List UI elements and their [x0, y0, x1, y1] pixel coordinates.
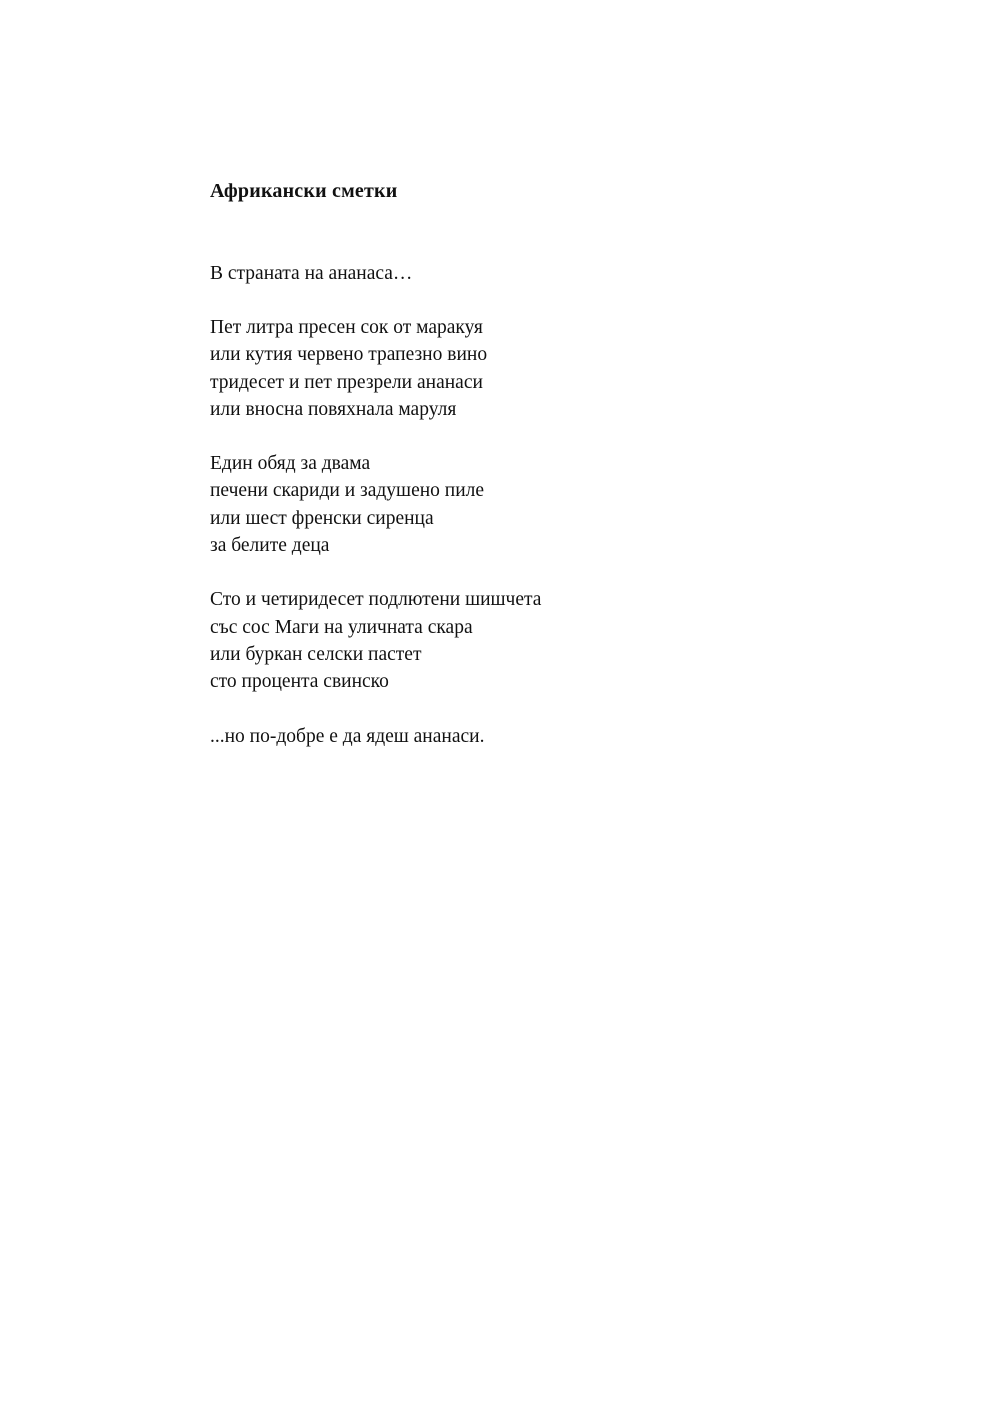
poem	[210, 176, 830, 750]
stanza-2	[210, 450, 830, 559]
poem-line: тридесет и пет презрели ананаси	[210, 371, 483, 393]
poem-line: или буркан селски пастет	[210, 643, 422, 665]
poem-closing-line: ...но по-добре е да ядеш ананаси.	[210, 725, 485, 747]
poem-line: печени скариди и задушено пиле	[210, 480, 485, 502]
poem-title: Африкански сметки	[210, 180, 398, 202]
stanza-3	[210, 586, 830, 695]
poem-line: със сос Маги на уличната скара	[210, 616, 473, 638]
poem-line: или кутия червено трапезно вино	[210, 344, 488, 366]
stanza-1	[210, 314, 830, 423]
poem-line: сто процента свинско	[210, 671, 389, 693]
poem-line: или вносна повяхнала маруля	[210, 398, 457, 420]
poem-line: или шест френски сиренца	[210, 507, 434, 529]
poem-line: Един обяд за двама	[210, 453, 371, 475]
poem-line: за белите деца	[210, 535, 330, 557]
poem-line: Пет литра пресен сок от маракуя	[210, 317, 483, 338]
poem-line: Сто и четиридесет подлютени шишчета	[210, 589, 542, 611]
poem-intro-line: В страната на ананаса…	[210, 263, 413, 284]
